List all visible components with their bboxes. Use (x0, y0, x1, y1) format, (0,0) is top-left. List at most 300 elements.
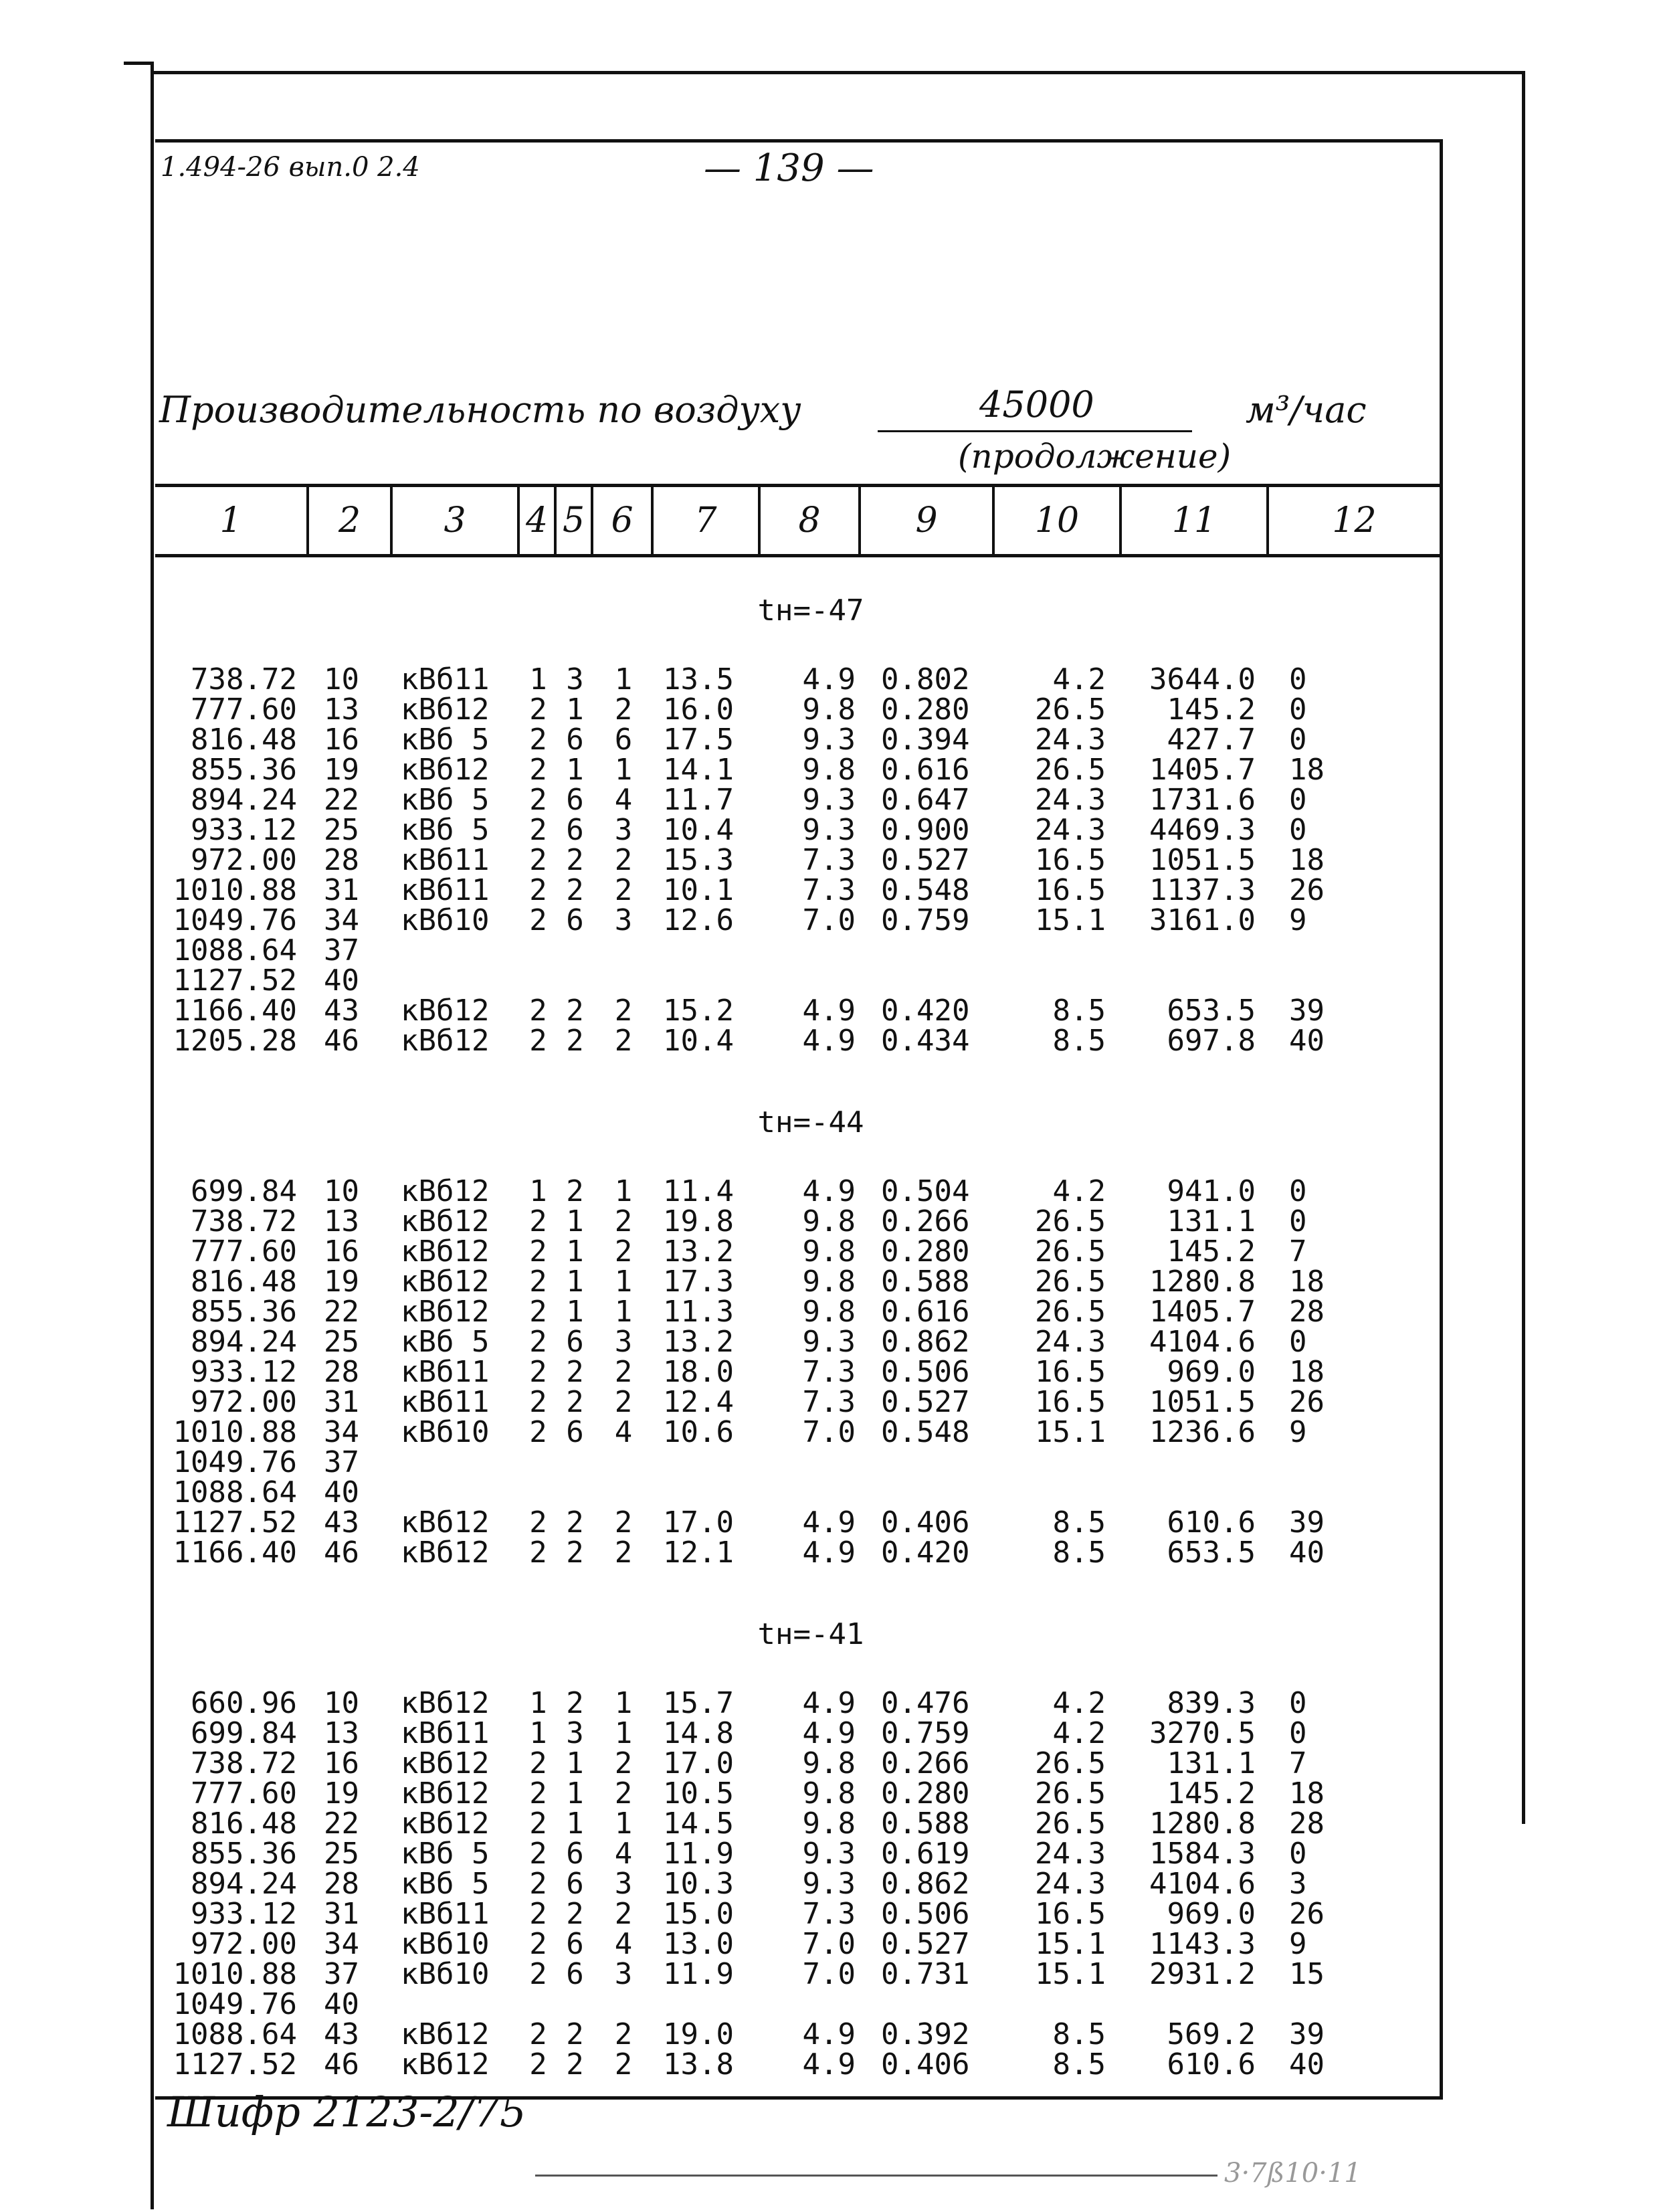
table-cell-col-6: 2 (614, 1355, 633, 1389)
table-cell-col-6: 2 (614, 1746, 633, 1780)
table-cell-col-2: 22 (324, 1295, 359, 1329)
table-cell-col-6: 4 (614, 1837, 633, 1871)
column-header-5: 5 (557, 487, 593, 554)
table-cell-col-10: 24.3 (1035, 723, 1106, 757)
table-cell-col-12: 0 (1289, 1716, 1307, 1750)
table-cell-col-6: 3 (614, 903, 633, 937)
table-section (155, 1608, 1440, 2080)
table-cell-col-9: 0.506 (881, 1355, 970, 1389)
table-cell-col-2: 25 (324, 1837, 359, 1871)
table-cell-col-1: 1088.64 (173, 2017, 297, 2051)
table-cell-col-9: 0.434 (881, 1024, 970, 1058)
table-cell-col-9 (861, 965, 995, 996)
table-cell-col-12: 9 (1289, 1415, 1307, 1449)
table-cell-col-8: 4.9 (802, 662, 856, 697)
table-cell-col-6: 1 (614, 1174, 633, 1208)
table-cell-col-9: 0.394 (881, 723, 970, 757)
table-cell-col-4: 2 (529, 1385, 547, 1419)
table-row (155, 664, 1440, 695)
table-row (155, 1748, 1440, 1778)
table-cell-col-10: 16.5 (1035, 873, 1106, 907)
table-cell-col-7: 13.8 (663, 2047, 734, 2082)
table-cell-col-5: 1 (566, 1776, 584, 1811)
table-row (155, 785, 1440, 815)
table-cell-col-1: 1049.76 (173, 1445, 297, 1479)
table-cell-col-1: 933.12 (191, 813, 297, 847)
table-cell-col-2: 37 (324, 933, 359, 967)
table-cell-col-4: 2 (529, 783, 547, 817)
table-cell-col-8: 9.8 (802, 1265, 856, 1299)
table-cell-col-1: 1127.52 (173, 963, 297, 998)
table-cell-col-10: 15.1 (1035, 1415, 1106, 1449)
table-cell-col-7: 13.2 (663, 1325, 734, 1359)
table-cell-col-11: 145.2 (1167, 693, 1256, 727)
table-cell-col-1: 738.72 (191, 1204, 297, 1238)
table-row (155, 1839, 1440, 1869)
table-row (155, 1297, 1440, 1327)
table-cell-col-10: 16.5 (1035, 843, 1106, 877)
table-cell-col-8: 9.3 (802, 813, 856, 847)
frame-left-border (151, 62, 154, 2209)
table-cell-col-12: 9 (1289, 1927, 1307, 1961)
table-cell-col-11: 131.1 (1167, 1204, 1256, 1238)
column-header-7: 7 (654, 487, 761, 554)
table-row (155, 845, 1440, 875)
section-title: tн=-44 (757, 1105, 864, 1139)
table-cell-col-5: 2 (566, 1897, 584, 1931)
table-cell-col-11 (1122, 965, 1269, 996)
table-cell-col-2: 28 (324, 843, 359, 877)
table-cell-col-9: 0.548 (881, 1415, 970, 1449)
table-cell-col-8: 9.8 (802, 1807, 856, 1841)
airflow-value: 45000 (979, 383, 1094, 426)
table-cell-col-9: 0.802 (881, 662, 970, 697)
table-cell-col-4: 2 (529, 994, 547, 1028)
table-cell-col-5: 6 (566, 1957, 584, 1991)
table-cell-col-2: 22 (324, 783, 359, 817)
table-cell-col-7 (654, 935, 761, 965)
table-cell-col-10: 24.3 (1035, 1837, 1106, 1871)
table-cell-col-12 (1269, 1989, 1373, 2019)
table-cell-col-8: 7.3 (802, 843, 856, 877)
table-cell-col-11 (1122, 935, 1269, 965)
table-row (155, 875, 1440, 905)
table-cell-col-3: кВб11 (401, 873, 490, 907)
table-cell-col-10: 26.5 (1035, 1295, 1106, 1329)
table-row (155, 1176, 1440, 1206)
table-cell-col-8: 4.9 (802, 1024, 856, 1058)
table-cell-col-4: 2 (529, 903, 547, 937)
table-cell-col-3: кВб12 (401, 1505, 490, 1540)
table-cell-col-12: 18 (1289, 753, 1325, 787)
table-cell-col-11: 131.1 (1167, 1746, 1256, 1780)
table-cell-col-8: 7.3 (802, 1355, 856, 1389)
table-cell-col-7: 10.1 (663, 873, 734, 907)
table-cell-col-8: 7.3 (802, 873, 856, 907)
table-cell-col-3: кВб11 (401, 1716, 490, 1750)
bottom-rule (535, 2175, 1217, 2177)
table-cell-col-6 (593, 1477, 654, 1507)
table-cell-col-9: 0.506 (881, 1897, 970, 1931)
table-cell-col-9: 0.647 (881, 783, 970, 817)
table-cell-col-1: 894.24 (191, 1325, 297, 1359)
table-cell-col-5: 1 (566, 1265, 584, 1299)
table-cell-col-3: кВб11 (401, 843, 490, 877)
table-cell-col-5 (557, 1477, 593, 1507)
table-cell-col-11: 427.7 (1167, 723, 1256, 757)
table-cell-col-7: 10.3 (663, 1867, 734, 1901)
table-cell-col-2: 10 (324, 1686, 359, 1720)
table-cell-col-7: 14.5 (663, 1807, 734, 1841)
table-cell-col-6: 2 (614, 843, 633, 877)
table-cell-col-9: 0.406 (881, 1505, 970, 1540)
table-cell-col-11 (1122, 1477, 1269, 1507)
table-cell-col-7: 12.6 (663, 903, 734, 937)
table-cell-col-12: 0 (1289, 723, 1307, 757)
table-cell-col-3: кВб10 (401, 903, 490, 937)
table-cell-col-11: 3644.0 (1149, 662, 1256, 697)
table-cell-col-10: 4.2 (1052, 662, 1106, 697)
table-row (155, 1989, 1440, 2019)
table-cell-col-2: 46 (324, 2047, 359, 2082)
table-row (155, 1447, 1440, 1477)
table-cell-col-11: 1405.7 (1149, 1295, 1256, 1329)
table-cell-col-7: 11.3 (663, 1295, 734, 1329)
table-cell-col-7: 10.4 (663, 813, 734, 847)
table-cell-col-3: кВб12 (401, 1536, 490, 1570)
table-row (155, 725, 1440, 755)
table-section (155, 1096, 1440, 1568)
table-cell-col-3: кВб11 (401, 662, 490, 697)
table-row (155, 2019, 1440, 2049)
table-cell-col-4: 2 (529, 1024, 547, 1058)
table-cell-col-9 (861, 1477, 995, 1507)
table-cell-col-2: 40 (324, 963, 359, 998)
table-cell-col-1: 1049.76 (173, 1987, 297, 2021)
table-cell-col-4: 2 (529, 1776, 547, 1811)
footer-code: Шифр 2123-2/75 (167, 2088, 526, 2136)
table-cell-col-3: кВб12 (401, 2047, 490, 2082)
table-cell-col-9: 0.548 (881, 873, 970, 907)
table-cell-col-6: 4 (614, 1415, 633, 1449)
table-cell-col-2: 43 (324, 2017, 359, 2051)
table-cell-col-1: 1166.40 (173, 994, 297, 1028)
title-label: Производительность по воздуху (159, 389, 801, 431)
section-title: tн=-47 (757, 593, 864, 628)
table-cell-col-9: 0.588 (881, 1807, 970, 1841)
table-cell-col-1: 855.36 (191, 1837, 297, 1871)
table-cell-col-7: 17.0 (663, 1746, 734, 1780)
table-cell-col-1: 1127.52 (173, 2047, 297, 2082)
table-cell-col-12 (1269, 935, 1373, 965)
table-cell-col-12: 0 (1289, 813, 1307, 847)
table-cell-col-9 (861, 1447, 995, 1477)
table-cell-col-9: 0.759 (881, 1716, 970, 1750)
table-cell-col-7: 16.0 (663, 693, 734, 727)
table-cell-col-1: 972.00 (191, 1385, 297, 1419)
table-cell-col-7: 12.1 (663, 1536, 734, 1570)
table-cell-col-10: 15.1 (1035, 1957, 1106, 1991)
table-cell-col-10: 26.5 (1035, 1234, 1106, 1269)
table-cell-col-10: 15.1 (1035, 1927, 1106, 1961)
table-cell-col-12: 18 (1289, 843, 1325, 877)
table-cell-col-4: 2 (529, 1415, 547, 1449)
table-cell-col-8: 9.8 (802, 1295, 856, 1329)
table-cell-col-7: 14.8 (663, 1716, 734, 1750)
table-cell-col-7: 10.6 (663, 1415, 734, 1449)
table-row (155, 1778, 1440, 1809)
table-cell-col-5: 1 (566, 753, 584, 787)
column-header-3: 3 (393, 487, 520, 554)
table-cell-col-2: 28 (324, 1355, 359, 1389)
table-cell-col-2: 43 (324, 1505, 359, 1540)
table-cell-col-8 (761, 1477, 861, 1507)
table-cell-col-5: 1 (566, 693, 584, 727)
table-cell-col-11: 1143.3 (1149, 1927, 1256, 1961)
table-cell-col-2: 16 (324, 723, 359, 757)
table-cell-col-4: 2 (529, 843, 547, 877)
table-cell-col-1: 816.48 (191, 723, 297, 757)
table-cell-col-9: 0.731 (881, 1957, 970, 1991)
table-cell-col-10: 15.1 (1035, 903, 1106, 937)
table-cell-col-3 (393, 1477, 520, 1507)
table-cell-col-8: 4.9 (802, 2047, 856, 2082)
table-cell-col-1: 894.24 (191, 783, 297, 817)
table-cell-col-9: 0.420 (881, 1536, 970, 1570)
table-cell-col-6: 1 (614, 1807, 633, 1841)
table-cell-col-12: 18 (1289, 1355, 1325, 1389)
table-cell-col-10: 4.2 (1052, 1686, 1106, 1720)
column-header-6: 6 (593, 487, 654, 554)
table-row (155, 1929, 1440, 1959)
table-cell-col-6 (593, 935, 654, 965)
table-cell-col-7: 10.4 (663, 1024, 734, 1058)
column-header-12: 12 (1332, 500, 1377, 541)
table-cell-col-9: 0.527 (881, 843, 970, 877)
table-cell-col-5: 2 (566, 843, 584, 877)
table-row (155, 755, 1440, 785)
table-cell-col-5: 2 (566, 994, 584, 1028)
table-cell-col-8: 9.8 (802, 693, 856, 727)
table-cell-col-9: 0.476 (881, 1686, 970, 1720)
table-cell-col-6: 3 (614, 813, 633, 847)
table-cell-col-7: 11.9 (663, 1957, 734, 1991)
table-cell-col-5: 2 (566, 1024, 584, 1058)
table-cell-col-8: 9.8 (802, 753, 856, 787)
table-cell-col-6: 4 (614, 783, 633, 817)
table-row (155, 1387, 1440, 1417)
table-sections (155, 584, 1440, 2120)
table-cell-col-7: 11.7 (663, 783, 734, 817)
airflow-unit: м³/час (1246, 389, 1367, 431)
table-cell-col-6: 3 (614, 1325, 633, 1359)
table-cell-col-2: 13 (324, 693, 359, 727)
table-cell-col-4: 2 (529, 1957, 547, 1991)
table-cell-col-8: 4.9 (802, 1174, 856, 1208)
title-underline (878, 430, 1192, 432)
table-cell-col-11: 4104.6 (1149, 1325, 1256, 1359)
table-cell-col-5: 6 (566, 783, 584, 817)
table-cell-col-7: 11.9 (663, 1837, 734, 1871)
table-cell-col-8: 4.9 (802, 1716, 856, 1750)
table-cell-col-5: 1 (566, 1204, 584, 1238)
table-row (155, 1267, 1440, 1297)
table-cell-col-4: 2 (529, 723, 547, 757)
table-cell-col-12: 0 (1289, 783, 1307, 817)
table-row (155, 1327, 1440, 1357)
table-cell-col-11: 2931.2 (1149, 1957, 1256, 1991)
table-cell-col-2: 22 (324, 1807, 359, 1841)
table-cell-col-3: кВб 5 (401, 1325, 490, 1359)
table-cell-col-8: 4.9 (802, 1505, 856, 1540)
table-cell-col-10: 24.3 (1035, 1325, 1106, 1359)
table-cell-col-12: 39 (1289, 1505, 1325, 1540)
table-cell-col-9: 0.900 (881, 813, 970, 847)
archive-stamp: 3·7ß10·11 (1224, 2158, 1361, 2189)
table-cell-col-7 (654, 1477, 761, 1507)
column-header-10: 10 (995, 487, 1122, 554)
table-cell-col-6: 2 (614, 2047, 633, 2082)
table-cell-col-7: 17.0 (663, 1505, 734, 1540)
table-cell-col-12: 28 (1289, 1807, 1325, 1841)
table-cell-col-9: 0.759 (881, 903, 970, 937)
table-cell-col-9: 0.266 (881, 1204, 970, 1238)
table-cell-col-5: 2 (566, 1174, 584, 1208)
table-cell-col-2: 25 (324, 813, 359, 847)
table-cell-col-10: 8.5 (1052, 1024, 1106, 1058)
table-cell-col-12: 15 (1289, 1957, 1325, 1991)
table-cell-col-9: 0.588 (881, 1265, 970, 1299)
table-cell-col-7: 14.1 (663, 753, 734, 787)
table-cell-col-11: 145.2 (1167, 1234, 1256, 1269)
table-cell-col-5: 6 (566, 1415, 584, 1449)
table-cell-col-3: кВб12 (401, 693, 490, 727)
table-cell-col-4: 2 (529, 753, 547, 787)
table-cell-col-5: 2 (566, 1385, 584, 1419)
table-cell-col-12: 26 (1289, 1897, 1325, 1931)
table-cell-col-5: 2 (566, 2017, 584, 2051)
table-cell-col-4: 2 (529, 693, 547, 727)
table-cell-col-8: 9.8 (802, 1234, 856, 1269)
table-cell-col-10: 8.5 (1052, 1505, 1106, 1540)
table-row (155, 1959, 1440, 1989)
table-cell-col-5: 6 (566, 1837, 584, 1871)
table-cell-col-12: 0 (1289, 693, 1307, 727)
table-cell-col-4: 1 (529, 1686, 547, 1720)
table-cell-col-3: кВб12 (401, 994, 490, 1028)
table-cell-col-4 (520, 965, 557, 996)
table-cell-col-10: 4.2 (1052, 1716, 1106, 1750)
table-cell-col-6: 1 (614, 662, 633, 697)
table-cell-col-4: 1 (529, 1174, 547, 1208)
document-page (155, 139, 1443, 2100)
table-cell-col-5: 1 (566, 1295, 584, 1329)
table-cell-col-11: 1137.3 (1149, 873, 1256, 907)
table-cell-col-8: 4.9 (802, 2017, 856, 2051)
table-row (155, 1869, 1440, 1899)
table-cell-col-4: 2 (529, 1927, 547, 1961)
table-cell-col-2: 25 (324, 1325, 359, 1359)
table-cell-col-6 (593, 1447, 654, 1477)
table-cell-col-8: 7.0 (802, 903, 856, 937)
table-cell-col-3: кВб12 (401, 1807, 490, 1841)
table-cell-col-9: 0.616 (881, 1295, 970, 1329)
table-cell-col-8: 9.3 (802, 1837, 856, 1871)
table-cell-col-6 (593, 1989, 654, 2019)
table-cell-col-1: 699.84 (191, 1716, 297, 1750)
table-cell-col-9: 0.619 (881, 1837, 970, 1871)
table-cell-col-6: 6 (614, 723, 633, 757)
table-row (155, 1206, 1440, 1236)
table-cell-col-7: 17.5 (663, 723, 734, 757)
table-cell-col-1: 1049.76 (173, 903, 297, 937)
table-cell-col-12: 0 (1289, 1174, 1307, 1208)
table-cell-col-6 (593, 965, 654, 996)
table-cell-col-9: 0.527 (881, 1927, 970, 1961)
table-cell-col-3 (393, 965, 520, 996)
frame-top-tick (124, 62, 154, 65)
table-cell-col-3: кВб12 (401, 1024, 490, 1058)
table-cell-col-4: 2 (529, 1807, 547, 1841)
table-cell-col-8: 9.3 (802, 1867, 856, 1901)
table-cell-col-3: кВб12 (401, 2017, 490, 2051)
table-row (155, 1899, 1440, 1929)
table-cell-col-12: 0 (1289, 1325, 1307, 1359)
table-cell-col-5: 6 (566, 1927, 584, 1961)
table-cell-col-7: 19.8 (663, 1204, 734, 1238)
table-cell-col-11: 4104.6 (1149, 1867, 1256, 1901)
table-row (155, 996, 1440, 1026)
table-cell-col-6: 1 (614, 753, 633, 787)
table-cell-col-12: 0 (1289, 662, 1307, 697)
column-header-2: 2 (309, 487, 393, 554)
table-cell-col-8: 7.0 (802, 1415, 856, 1449)
table-cell-col-10 (995, 1989, 1122, 2019)
table-row (155, 2049, 1440, 2080)
table-cell-col-9: 0.406 (881, 2047, 970, 2082)
table-cell-col-4: 2 (529, 1897, 547, 1931)
table-cell-col-12 (1269, 1447, 1373, 1477)
table-cell-col-10 (995, 1447, 1122, 1477)
table-cell-col-6: 2 (614, 994, 633, 1028)
table-cell-col-8: 9.8 (802, 1204, 856, 1238)
table-cell-col-11 (1122, 1447, 1269, 1477)
table-cell-col-9 (861, 1989, 995, 2019)
table-cell-col-4: 2 (529, 1355, 547, 1389)
table-row (155, 1236, 1440, 1267)
table-cell-col-1: 894.24 (191, 1867, 297, 1901)
table-cell-col-1: 1205.28 (173, 1024, 297, 1058)
table-cell-col-4: 2 (529, 1295, 547, 1329)
table-cell-col-10: 26.5 (1035, 1807, 1106, 1841)
table-cell-col-12: 39 (1289, 994, 1325, 1028)
table-cell-col-5: 2 (566, 1355, 584, 1389)
table-cell-col-1: 816.48 (191, 1807, 297, 1841)
table-cell-col-11: 941.0 (1167, 1174, 1256, 1208)
table-cell-col-11: 4469.3 (1149, 813, 1256, 847)
table-cell-col-2: 10 (324, 1174, 359, 1208)
table-cell-col-8: 7.0 (802, 1927, 856, 1961)
table-cell-col-10: 8.5 (1052, 2047, 1106, 2082)
table-cell-col-4: 2 (529, 2017, 547, 2051)
table-cell-col-6: 2 (614, 1234, 633, 1269)
table-cell-col-11: 1280.8 (1149, 1807, 1256, 1841)
table-cell-col-7: 10.5 (663, 1776, 734, 1811)
table-cell-col-3: кВб10 (401, 1927, 490, 1961)
table-cell-col-5: 6 (566, 903, 584, 937)
table-cell-col-9: 0.504 (881, 1174, 970, 1208)
table-cell-col-10: 26.5 (1035, 1746, 1106, 1780)
